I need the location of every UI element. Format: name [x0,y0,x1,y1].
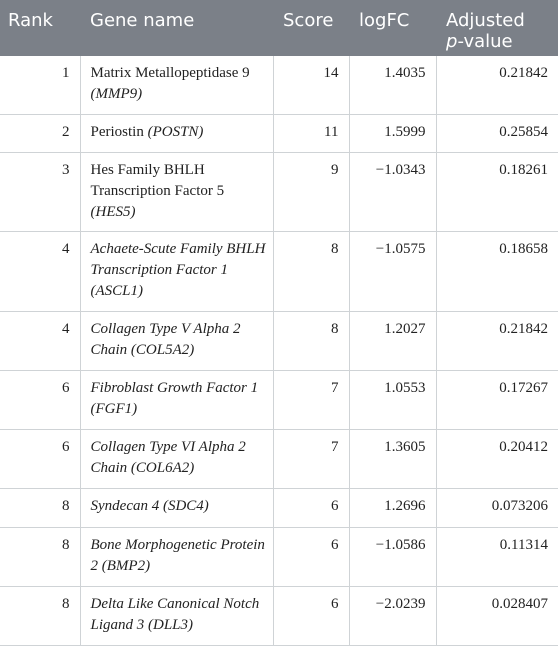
rank-cell: 1 [0,56,80,114]
adjusted-p-value-cell: 0.18261 [436,152,558,231]
table-row [0,56,558,114]
table-row [0,311,558,370]
score-cell: 6 [273,527,349,586]
header-rank: Rank [0,0,80,56]
gene-name-cell: Delta Like Canonical Notch Ligand 3 (DLL3) [80,586,273,645]
rank-cell: 8 [0,586,80,645]
gene-name-cell: Syndecan 4 (SDC4) [80,488,273,527]
score-cell: 7 [273,429,349,488]
logfc-cell: −1.0343 [349,152,436,231]
score-cell: 8 [273,231,349,311]
logfc-cell: 1.2696 [349,488,436,527]
table-row [0,429,558,488]
adjusted-p-value-cell: 0.21842 [436,56,558,114]
table-row [0,488,558,527]
adjusted-p-value-cell: 0.20412 [436,429,558,488]
rank-cell: 6 [0,370,80,429]
gene-name-cell: Collagen Type VI Alpha 2 Chain (COL6A2) [80,429,273,488]
logfc-cell: 1.5999 [349,114,436,152]
table-row [0,231,558,311]
logfc-cell: 1.4035 [349,56,436,114]
score-cell: 11 [273,114,349,152]
table-body [0,56,558,645]
gene-name-cell: Matrix Metallopeptidase 9 (MMP9) [80,56,273,114]
rank-cell: 2 [0,114,80,152]
rank-cell: 8 [0,527,80,586]
rank-cell: 4 [0,231,80,311]
score-cell: 6 [273,488,349,527]
header-adjusted-word: Adjusted [446,10,525,31]
header-p-symbol: p [446,31,458,52]
header-row [0,0,558,56]
logfc-cell: 1.3605 [349,429,436,488]
score-cell: 14 [273,56,349,114]
adjusted-p-value-cell: 0.25854 [436,114,558,152]
adjusted-p-value-cell: 0.028407 [436,586,558,645]
score-cell: 7 [273,370,349,429]
header-value-word: -value [457,31,513,52]
rank-cell: 4 [0,311,80,370]
table-row [0,114,558,152]
logfc-cell: −1.0575 [349,231,436,311]
table-row [0,152,558,231]
score-cell: 9 [273,152,349,231]
table-row [0,527,558,586]
adjusted-p-value-cell: 0.21842 [436,311,558,370]
adjusted-p-value-cell: 0.18658 [436,231,558,311]
gene-name-cell: Periostin (POSTN) [80,114,273,152]
gene-name-cell: Fibroblast Growth Factor 1 (FGF1) [80,370,273,429]
header-logfc: logFC [349,0,436,56]
adjusted-p-value-cell: 0.073206 [436,488,558,527]
logfc-cell: −1.0586 [349,527,436,586]
score-cell: 6 [273,586,349,645]
score-cell: 8 [273,311,349,370]
gene-name-cell: Achaete-Scute Family BHLH Transcription Factor 1 (ASCL1) [80,231,273,311]
table-row [0,370,558,429]
gene-name-cell: Collagen Type V Alpha 2 Chain (COL5A2) [80,311,273,370]
rank-cell: 8 [0,488,80,527]
gene-name-cell: Bone Morphogenetic Protein 2 (BMP2) [80,527,273,586]
header-adjusted-p-value [436,0,558,56]
logfc-cell: 1.2027 [349,311,436,370]
rank-cell: 6 [0,429,80,488]
adjusted-p-value-cell: 0.17267 [436,370,558,429]
gene-name-cell: Hes Family BHLH Transcription Factor 5 (HES5) [80,152,273,231]
rank-cell: 3 [0,152,80,231]
logfc-cell: −2.0239 [349,586,436,645]
table-row [0,586,558,645]
header-gene-name: Gene name [80,0,273,56]
table-header [0,0,558,56]
header-score: Score [273,0,349,56]
adjusted-p-value-cell: 0.11314 [436,527,558,586]
logfc-cell: 1.0553 [349,370,436,429]
